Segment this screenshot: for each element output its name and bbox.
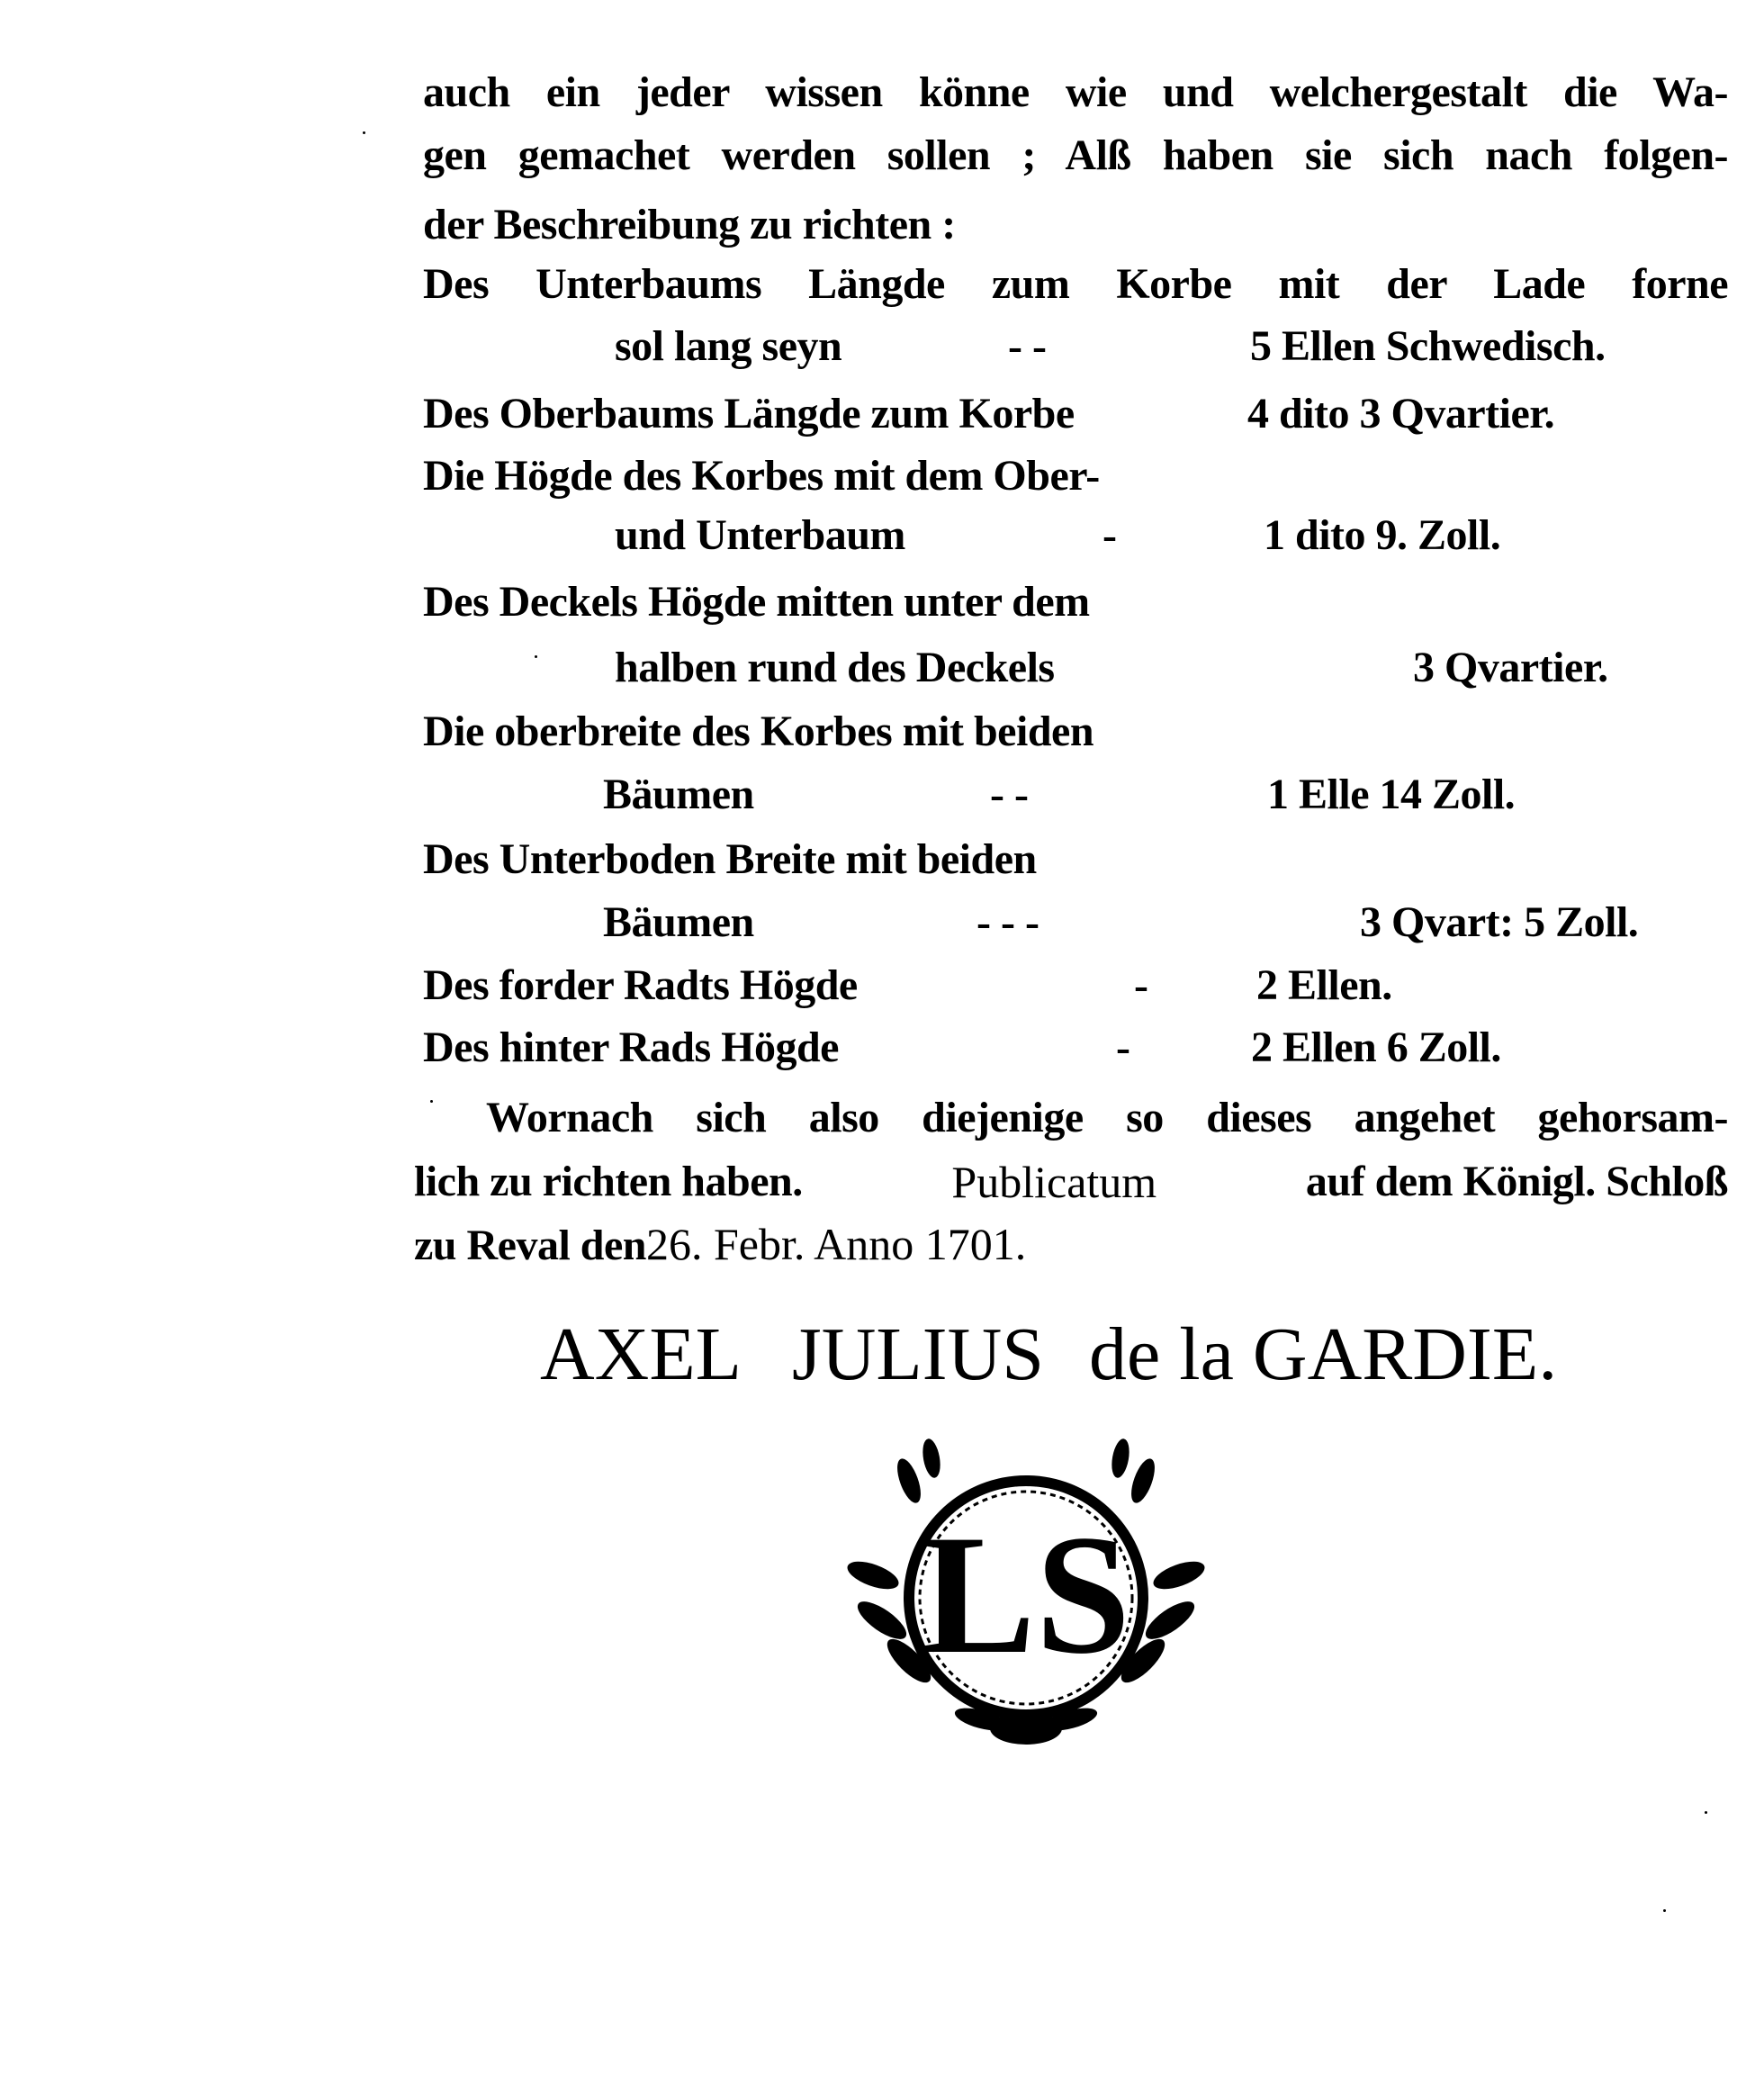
spec-value: 4 dito 3 Qvartier. [1247, 390, 1555, 437]
spec-dashes: - [1134, 961, 1148, 1009]
seal-monogram: LS [921, 1501, 1131, 1690]
locus-sigilli-seal [846, 1431, 1206, 1773]
spec-dashes: - - [990, 771, 1029, 818]
spec-value: 3 Qvartier. [1413, 644, 1608, 691]
spec-label: Die oberbreite des Korbes mit beiden [423, 708, 1094, 755]
closing-text: auf dem Königl. Schloß [1305, 1158, 1728, 1205]
spec-value: 3 Qvart: 5 Zoll. [1360, 898, 1639, 946]
spec-label: und Unterbaum [615, 511, 905, 559]
closing-line: Wornach sich also diejenige so dieses angehet gehorsam- [486, 1094, 1728, 1141]
signature-last: de la GARDIE. [1089, 1312, 1558, 1396]
closing-date-line [414, 1217, 1026, 1273]
spec-label: Bäumen [603, 771, 754, 818]
closing-line [414, 1155, 1728, 1209]
closing-text: zu Reval den [414, 1222, 646, 1269]
spec-label: Des forder Radts Högde [423, 961, 858, 1009]
signature [0, 1314, 1764, 1404]
spec-value: 2 Ellen 6 Zoll. [1251, 1023, 1501, 1071]
speck [1705, 1811, 1707, 1814]
speck [363, 131, 365, 134]
spec-label: Des Oberbaums Längde zum Korbe [423, 390, 1075, 437]
closing-text: lich zu richten haben. [414, 1158, 803, 1205]
date-text: 26. Febr. Anno 1701. [646, 1219, 1027, 1269]
spec-dashes: - [1116, 1023, 1130, 1071]
spec-label: halben rund des Deckels [615, 644, 1055, 691]
spec-label: Des Deckels Högde mitten unter dem [423, 578, 1090, 626]
spec-value: 5 Ellen Schwedisch. [1250, 322, 1606, 370]
paragraph-line: gen gemachet werden sollen ; Alß haben sie sich nach folgen- [423, 131, 1728, 179]
speck [1663, 1909, 1666, 1912]
spec-label: Bäumen [603, 898, 754, 946]
spec-dashes: - [1102, 511, 1117, 559]
paragraph-line: auch ein jeder wissen könne wie und welchergestalt die Wa- [423, 68, 1728, 116]
signature-first: AXEL [540, 1312, 742, 1396]
spec-label: sol lang seyn [615, 322, 842, 370]
signature-middle: JULIUS [792, 1312, 1045, 1396]
spec-label: Des hinter Rads Högde [423, 1023, 839, 1071]
spec-value: 1 Elle 14 Zoll. [1267, 771, 1516, 818]
paragraph-line: der Beschreibung zu richten : [423, 201, 956, 248]
spec-value: 1 dito 9. Zoll. [1264, 511, 1501, 559]
spec-label: Die Högde des Korbes mit dem Ober- [423, 452, 1100, 500]
publicatum-text: Publicatum [951, 1157, 1157, 1207]
spec-label: Des Unterbaums Längde zum Korbe mit der Lade forne [423, 260, 1728, 308]
spec-dashes: - - [1008, 322, 1047, 370]
speck [430, 1100, 433, 1103]
spec-value: 2 Ellen. [1256, 961, 1392, 1009]
spec-dashes: - - - [976, 898, 1040, 946]
speck [535, 655, 537, 658]
spec-label: Des Unterboden Breite mit beiden [423, 835, 1037, 883]
